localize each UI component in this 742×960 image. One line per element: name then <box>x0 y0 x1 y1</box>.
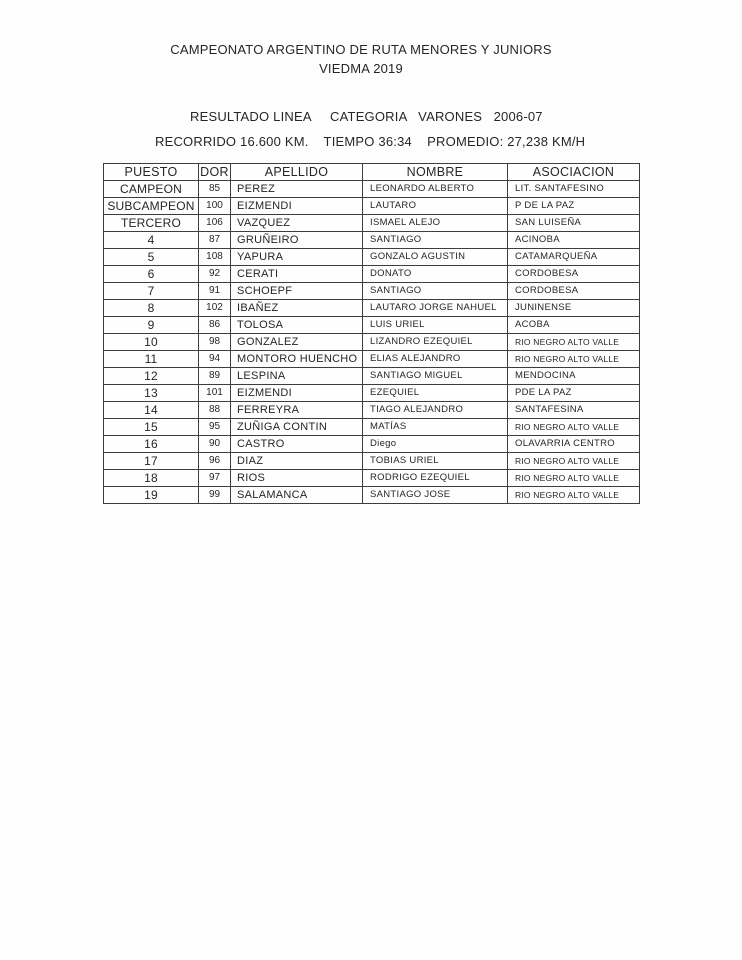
cell-nombre: MATÍAS <box>363 419 508 436</box>
table-row <box>104 232 640 249</box>
cell-nombre: RODRIGO EZEQUIEL <box>363 470 508 487</box>
cell-puesto: TERCERO <box>104 215 199 232</box>
cell-dor: 101 <box>199 385 231 402</box>
race-stats-line: RECORRIDO 16.600 KM. TIEMPO 36:34 PROMEDIO: 27,238 KM/H <box>155 134 586 149</box>
table-row <box>104 317 640 334</box>
cell-asociacion: RIO NEGRO ALTO VALLE <box>508 419 640 436</box>
table-row <box>104 215 640 232</box>
table-row <box>104 368 640 385</box>
results-table <box>103 163 640 504</box>
table-row <box>104 300 640 317</box>
cell-apellido: SCHOEPF <box>231 283 363 300</box>
table-row <box>104 402 640 419</box>
column-header-dor: DOR <box>200 164 229 179</box>
table-row <box>104 453 640 470</box>
cell-apellido: MONTORO HUENCHO <box>231 351 363 368</box>
cell-apellido: PEREZ <box>231 181 363 198</box>
cell-apellido: VAZQUEZ <box>231 215 363 232</box>
cell-dor: 102 <box>199 300 231 317</box>
cell-nombre: ISMAEL ALEJO <box>363 215 508 232</box>
table-row <box>104 470 640 487</box>
cell-dor: 92 <box>199 266 231 283</box>
cell-dor: 95 <box>199 419 231 436</box>
table-row <box>104 419 640 436</box>
cell-puesto: 6 <box>104 266 199 283</box>
cell-nombre: LIZANDRO EZEQUIEL <box>363 334 508 351</box>
cell-puesto: 9 <box>104 317 199 334</box>
cell-nombre: SANTIAGO JOSE <box>363 487 508 504</box>
cell-apellido: GRUÑEIRO <box>231 232 363 249</box>
results-table-body <box>104 181 640 504</box>
table-row <box>104 198 640 215</box>
cell-asociacion: MENDOCINA <box>508 368 640 385</box>
cell-asociacion: PDE LA PAZ <box>508 385 640 402</box>
cell-asociacion: RIO NEGRO ALTO VALLE <box>508 453 640 470</box>
cell-asociacion: RIO NEGRO ALTO VALLE <box>508 487 640 504</box>
cell-nombre: SANTIAGO MIGUEL <box>363 368 508 385</box>
cell-apellido: IBAÑEZ <box>231 300 363 317</box>
cell-asociacion: CORDOBESA <box>508 283 640 300</box>
cell-apellido: CERATI <box>231 266 363 283</box>
column-header-nombre: NOMBRE <box>363 164 508 181</box>
cell-asociacion: RIO NEGRO ALTO VALLE <box>508 351 640 368</box>
cell-dor: 89 <box>199 368 231 385</box>
cell-dor: 88 <box>199 402 231 419</box>
cell-puesto: 14 <box>104 402 199 419</box>
cell-asociacion: OLAVARRIA CENTRO <box>508 436 640 453</box>
cell-dor: 91 <box>199 283 231 300</box>
cell-puesto: 4 <box>104 232 199 249</box>
cell-dor: 97 <box>199 470 231 487</box>
header-row <box>104 164 640 181</box>
doc-title: CAMPEONATO ARGENTINO DE RUTA MENORES Y JUNIORS <box>170 42 552 57</box>
cell-apellido: YAPURA <box>231 249 363 266</box>
cell-apellido: LESPINA <box>231 368 363 385</box>
cell-apellido: EIZMENDI <box>231 198 363 215</box>
cell-nombre: LAUTARO JORGE NAHUEL <box>363 300 508 317</box>
cell-puesto: 15 <box>104 419 199 436</box>
cell-dor: 86 <box>199 317 231 334</box>
cell-dor: 98 <box>199 334 231 351</box>
cell-asociacion: JUNINENSE <box>508 300 640 317</box>
cell-dor: 106 <box>199 215 231 232</box>
cell-nombre: LEONARDO ALBERTO <box>363 181 508 198</box>
cell-puesto: 7 <box>104 283 199 300</box>
cell-puesto: 8 <box>104 300 199 317</box>
cell-nombre: SANTIAGO <box>363 232 508 249</box>
cell-nombre: SANTIAGO <box>363 283 508 300</box>
table-row <box>104 487 640 504</box>
table-row <box>104 266 640 283</box>
cell-dor: 85 <box>199 181 231 198</box>
cell-nombre: TIAGO ALEJANDRO <box>363 402 508 419</box>
cell-puesto: 19 <box>104 487 199 504</box>
table-row <box>104 283 640 300</box>
cell-asociacion: RIO NEGRO ALTO VALLE <box>508 334 640 351</box>
cell-asociacion: ACINOBA <box>508 232 640 249</box>
cell-apellido: EIZMENDI <box>231 385 363 402</box>
cell-puesto: 16 <box>104 436 199 453</box>
cell-puesto: CAMPEON <box>104 181 199 198</box>
cell-apellido: SALAMANCA <box>231 487 363 504</box>
cell-asociacion: SAN LUISEÑA <box>508 215 640 232</box>
cell-nombre: LUIS URIEL <box>363 317 508 334</box>
cell-puesto: 5 <box>104 249 199 266</box>
cell-nombre: Diego <box>363 436 508 453</box>
result-category-line: RESULTADO LINEA CATEGORIA VARONES 2006-07 <box>190 109 543 124</box>
cell-puesto: 11 <box>104 351 199 368</box>
table-row <box>104 181 640 198</box>
cell-nombre: DONATO <box>363 266 508 283</box>
doc-subtitle: VIEDMA 2019 <box>319 61 403 76</box>
cell-asociacion: RIO NEGRO ALTO VALLE <box>508 470 640 487</box>
cell-puesto: SUBCAMPEON <box>104 198 199 215</box>
cell-asociacion: SANTAFESINA <box>508 402 640 419</box>
table-row <box>104 385 640 402</box>
cell-nombre: GONZALO AGUSTIN <box>363 249 508 266</box>
column-header-apellido: APELLIDO <box>231 164 363 181</box>
cell-asociacion: LIT. SANTAFESINO <box>508 181 640 198</box>
cell-apellido: RIOS <box>231 470 363 487</box>
cell-apellido: CASTRO <box>231 436 363 453</box>
cell-dor: 87 <box>199 232 231 249</box>
cell-puesto: 13 <box>104 385 199 402</box>
table-row <box>104 351 640 368</box>
cell-nombre: EZEQUIEL <box>363 385 508 402</box>
cell-dor: 96 <box>199 453 231 470</box>
cell-asociacion: P DE LA PAZ <box>508 198 640 215</box>
table-row <box>104 436 640 453</box>
table-row <box>104 249 640 266</box>
cell-dor: 100 <box>199 198 231 215</box>
cell-apellido: TOLOSA <box>231 317 363 334</box>
cell-asociacion: CORDOBESA <box>508 266 640 283</box>
cell-apellido: ZUÑIGA CONTIN <box>231 419 363 436</box>
cell-dor: 108 <box>199 249 231 266</box>
cell-puesto: 17 <box>104 453 199 470</box>
cell-apellido: DIAZ <box>231 453 363 470</box>
column-header-asociacion: ASOCIACION <box>508 164 640 181</box>
cell-asociacion: CATAMARQUEÑA <box>508 249 640 266</box>
table-row <box>104 334 640 351</box>
cell-nombre: TOBIAS URIEL <box>363 453 508 470</box>
cell-dor: 99 <box>199 487 231 504</box>
cell-dor: 90 <box>199 436 231 453</box>
cell-apellido: GONZALEZ <box>231 334 363 351</box>
column-header-puesto: PUESTO <box>104 164 199 181</box>
cell-nombre: ELIAS ALEJANDRO <box>363 351 508 368</box>
cell-puesto: 18 <box>104 470 199 487</box>
cell-puesto: 12 <box>104 368 199 385</box>
cell-nombre: LAUTARO <box>363 198 508 215</box>
cell-dor: 94 <box>199 351 231 368</box>
cell-apellido: FERREYRA <box>231 402 363 419</box>
cell-puesto: 10 <box>104 334 199 351</box>
results-table-head <box>104 164 640 181</box>
cell-asociacion: ACOBA <box>508 317 640 334</box>
